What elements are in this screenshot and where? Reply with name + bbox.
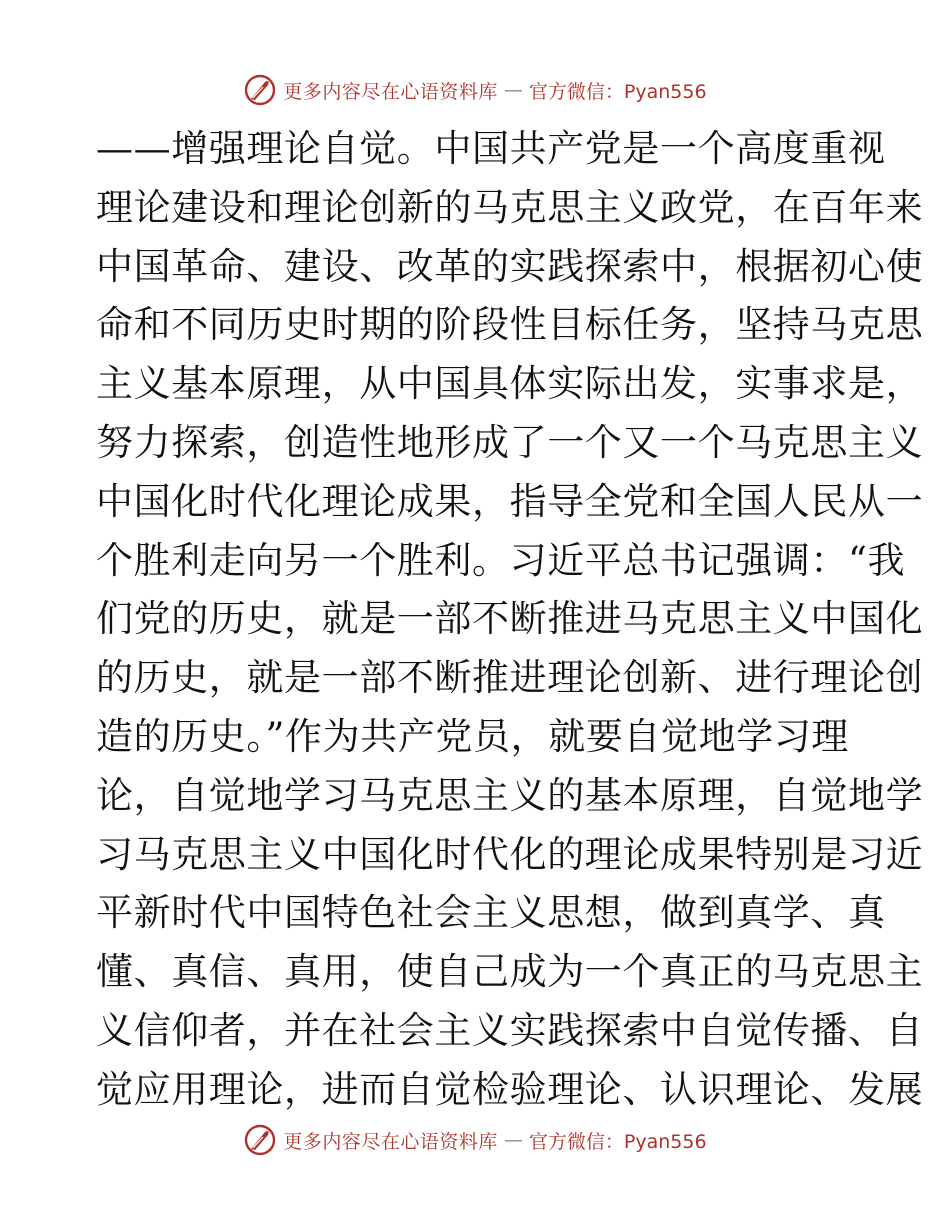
quill-logo-icon [243,73,277,107]
body-line: 个胜利走向另一个胜利。习近平总书记强调：“我 [96,538,906,582]
body-line: 中国革命、建设、改革的实践探索中，根据初心使 [96,244,924,288]
watermark-separator: — [503,1129,523,1151]
document-body [96,120,924,1120]
body-line: ——增强理论自觉。中国共产党是一个高度重视 [96,127,886,170]
body-line: 们党的历史，就是一部不断推进马克思主义中国化 [96,597,924,641]
watermark-contact-text: 官方微信：Pyan556 [528,80,707,103]
body-line: 习马克思主义中国化时代化的理论成果特别是习近 [96,832,924,876]
body-line: 造的历史。”作为共产党员，就要自觉地学习理 [96,714,850,758]
body-line: 的历史，就是一部不断推进理论创新、进行理论创 [96,656,924,700]
body-line: 平新时代中国特色社会主义思想，做到真学、真 [96,891,886,935]
quill-logo-icon [243,1123,277,1157]
body-line: 理论建设和理论创新的马克思主义政党，在百年来 [96,185,924,229]
body-line: 努力探索，创造性地形成了一个又一个马克思主义 [96,420,924,464]
watermark-brand-text: 更多内容尽在心语资料库 [283,80,498,103]
body-line: 觉应用理论，进而自觉检验理论、认识理论、发展 [96,1067,924,1111]
body-line: 中国化时代化理论成果，指导全党和全国人民从一 [96,479,924,523]
header-watermark [0,70,950,110]
body-line: 义信仰者，并在社会主义实践探索中自觉传播、自 [96,1008,924,1052]
body-line: 论，自觉地学习马克思主义的基本原理，自觉地学 [96,773,924,817]
body-line: 主义基本原理，从中国具体实际出发，实事求是， [96,362,924,406]
footer-watermark [0,1120,950,1160]
body-line: 命和不同历史时期的阶段性目标任务，坚持马克思 [96,303,924,347]
watermark-contact-text: 官方微信：Pyan556 [528,1130,707,1153]
watermark-brand-text: 更多内容尽在心语资料库 [283,1130,498,1153]
watermark-separator: — [503,79,523,101]
body-line: 懂、真信、真用，使自己成为一个真正的马克思主 [96,950,924,994]
